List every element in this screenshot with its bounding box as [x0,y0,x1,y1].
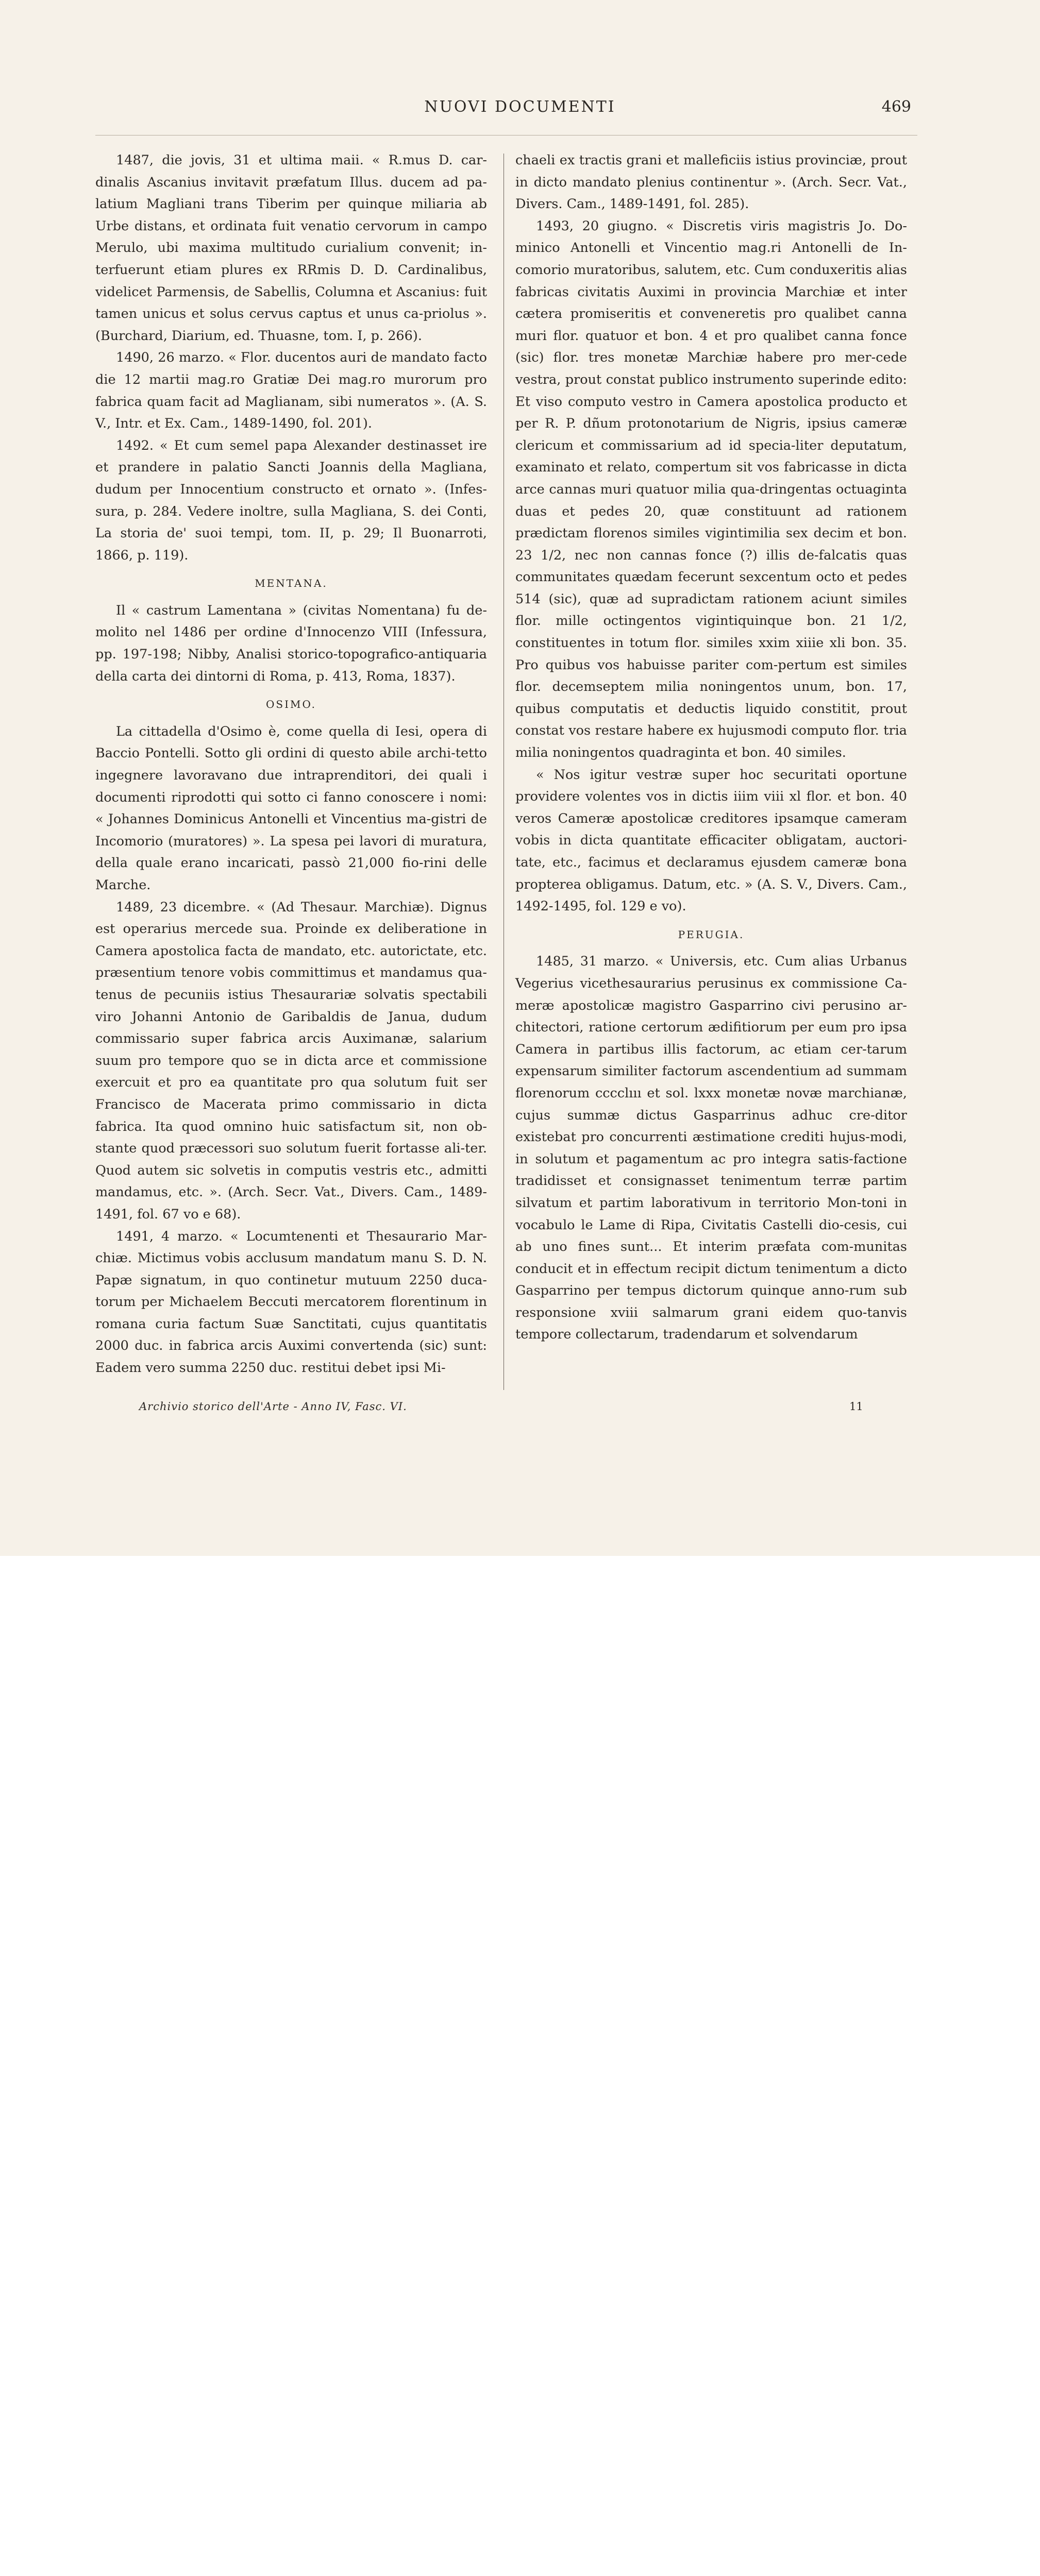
section-heading-mentana: MENTANA. [255,577,328,590]
paragraph: 1493, 20 giugno. « Discretis viris magistris Jo. Do-minico Antonelli et Vincentio mag.ri Antonelli de In-comorio muratoribus, salutem, etc. Cum conduxeritis alias fabricas civitatis Auximi in provincia Marchiæ et inter cætera promiseritis et conveneretis pro qualibet canna muri flor. quatuor et bon. 4 et pro qualibet canna fonce (sic) flor. tres monetæ Marchiæ habere pro mer-cede vestra, prout constat publico instrumento superinde edito: Et viso computo vestro in Camera apostolica producto et per R. P. dñum protonotarium de Nigris, ipsius cameræ clericum et commissarium ad id specia-liter deputatum, examinato et relato, compertum sit vos fabricasse in dicta arce cannas muri quatuor milia qua-dringentas octuaginta duas et pedes 20, quæ constituunt ad rationem prædictam florenos similes vigintimilia sex decim et bon. 23 1/2, nec non cannas fonce (?) illis de-falcatis quas communitates quædam fecerunt sexcentum octo et pedes 514 (sic), quæ ad supradictam rationem aciunt similes flor. mille octingentos vigintiquinque bon. 21 1/2, constituentes in totum flor. similes xxim xiiie xli bon. 35. Pro quibus vos habuisse pariter com-pertum est similes flor. decemseptem milia noningentos unum, bon. 17, quibus computatis et deductis liquido constitit, prout constat vos restare habere ex hujusmodi computo flor. tria milia noningentos quadraginta et bon. 40 similes. [515,218,907,761]
paragraph: 1492. « Et cum semel papa Alexander destinasset ire et prandere in palatio Sancti Joannis della Magliana, dudum per Innocentium constructo et ornato ». (Infes-sura, p. 284. Vedere inoltre, sulla Magliana, S. dei Conti, La storia de' suoi tempi, tom. II, p. 29; Il Buonarroti, 1866, p. 119). [95,437,487,563]
left-column [95,149,487,1379]
paragraph: 1489, 23 dicembre. « (Ad Thesaur. Marchiæ). Dignus est operarius mercede sua. Proinde ex deliberatione in Camera apostolica facta de mandato, etc. autorictate, etc. præsentium tenore vobis committimus et mandamus qua-tenus de pecuniis istius Thesaurariæ solvatis spectabili viro Johanni Antonio de Garibaldis de Janua, dudum commissario super fabrica arcis Auximanæ, salarium suum pro tempore quo se in dicta arce et commissione exercuit et pro ea quantitate pro qua solutum fuit ser Francisco de Macerata primo commissario in dicta fabrica. Ita quod omnino huic satisfactum sit, non ob-stante quod præcessori suo solutum fuerit fortasse ali-ter. Quod autem sic solvetis in computis vestris etc., admitti mandamus, etc. ». (Arch. Secr. Vat., Divers. Cam., 1489-1491, fol. 67 vo e 68). [95,899,487,1222]
section-heading-osimo: OSIMO. [265,698,317,711]
signature-mark: 11 [849,1400,863,1413]
viewer-bottom-bar [0,1556,1040,1634]
paragraph: 1487, die jovis, 31 et ultima maii. « R.mus D. car-dinalis Ascanius invitavit præfatum Illus. ducem ad pa-latium Magliani trans Tiberim per quinque miliaria ab Urbe distans, et ordinata fuit venatio cervorum in campo Merulo, ubi maxima multitudo curialium convenit; in-terfuerunt etiam plures ex RRmis D. D. Cardinalibus, videlicet Parmensis, de Sabellis, Columna et Ascanius: fuit tamen unicus et solus cervus captus et unus ca-priolus ». (Burchard, Diarium, ed. Thuasne, tom. I, p. 266). [95,152,487,344]
journal-footer: Archivio storico dell'Arte - Anno IV, Fasc. VI. [139,1400,407,1413]
right-column [515,149,907,1346]
running-head: NUOVI DOCUMENTI [424,98,616,116]
section-heading-perugia: PERUGIA. [678,928,745,941]
paragraph: 1485, 31 marzo. « Universis, etc. Cum alias Urbanus Vegerius vicethesaurarius perusinus ex commissione Ca-meræ apostolicæ magistro Gasparrino civi perusino ar-chitectori, ratione certorum ædifitiorum per eum pro ipsa Camera in partibus illis factorum, ac etiam cer-tarum expensarum similiter factorum ascendentium ad summam florenorum cccclııı et sol. lxxx monetæ novæ marchianæ, cujus summæ dictus Gasparrinus adhuc cre-ditor existebat pro concurrenti æstimatione crediti hujus-modi, in solutum et pagamentum ac pro integra satis-factione tradidisset et consignasset tenimentum terræ partim silvatum et partim laborativum in territorio Mon-toni in vocabulo le Lame di Ripa, Civitatis Castelli dio-cesis, cui ab uno fines sunt... Et interim præfata com-munitas conducit et in effectum recipit dictum tenimentum a dicto Gasparrino per tempus dictorum quinque anno-rum sub responsione xviii salmarum grani eidem quo-tanvis tempore collectarum, tradendarum et solvendarum [515,954,907,1343]
paragraph: 1491, 4 marzo. « Locumtenenti et Thesaurario Mar-chiæ. Mictimus vobis acclusum mandatum manu S. D. N. Papæ signatum, in quo continetur mutuum 2250 duca-torum per Michaelem Beccuti mercatorem florentinum in romana curia factum Suæ Sanctitati, cujus quantitatis 2000 duc. in fabrica arcis Auximi convertenda (sic) sunt: Eadem vero summa 2250 duc. restitui debet ipsi Mi- [95,1228,487,1376]
page-number: 469 [881,98,911,116]
paragraph: Il « castrum Lamentana » (civitas Nomentana) fu de-molito nel 1486 per ordine d'Innocenzo VIII (Infessura, pp. 197-198; Nibby, Analisi storico-topografico-antiquaria della carta dei dintorni di Roma, p. 413, Roma, 1837). [95,602,487,684]
paragraph: La cittadella d'Osimo è, come quella di Iesi, opera di Baccio Pontelli. Sotto gli ordini di questo abile archi-tetto ingegnere lavoravano due intraprenditori, dei quali i documenti riprodotti qui sotto ci fanno conoscere i nomi: « Johannes Dominicus Antonelli et Vincentius ma-gistri de Incomorio (muratores) ». La spesa pei lavori di muratura, della quale erano incaricati, passò 21,000 fio-rini delle Marche. [95,723,487,893]
paragraph: « Nos igitur vestræ super hoc securitati oportune providere volentes vos in dictis iiim viii xl flor. et bon. 40 veros Cameræ apostolicæ creditores ipsamque cameram vobis in dicta quantitate efficaciter obligatam, auctori-tate, etc., facimus et declaramus ejusdem cameræ bona propterea obligamus. Datum, etc. » (A. S. V., Divers. Cam., 1492-1495, fol. 129 e vo). [515,767,907,914]
paragraph: 1490, 26 marzo. « Flor. ducentos auri de mandato facto die 12 martii mag.ro Gratiæ Dei mag.ro murorum pro fabrica quam facit ad Maglianam, sibi numeratos ». (A. S. V., Intr. et Ex. Cam., 1489-1490, fol. 201). [95,350,487,432]
paragraph: chaeli ex tractis grani et malleficiis istius provinciæ, prout in dicto mandato plenius continentur ». (Arch. Secr. Vat., Divers. Cam., 1489-1491, fol. 285). [515,152,907,212]
